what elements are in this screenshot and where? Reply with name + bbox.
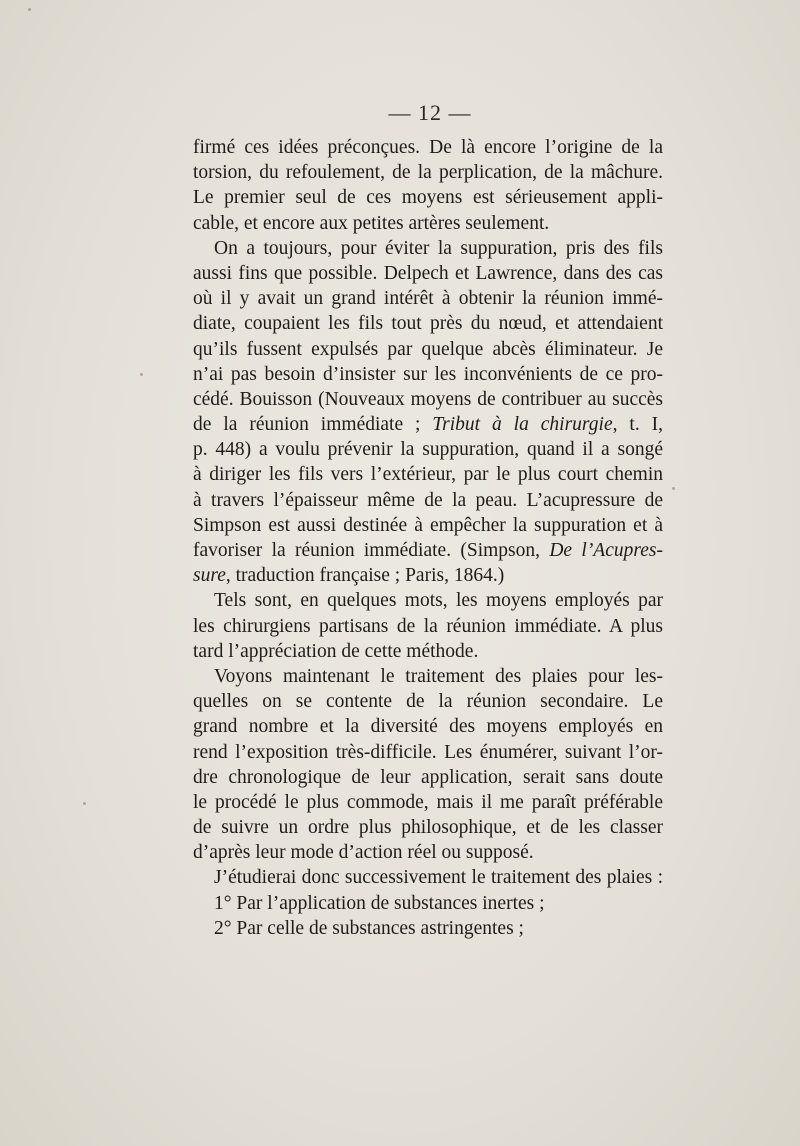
text-line: p. 448) a voulu prévenir la suppuration, quand il a songé	[193, 439, 663, 461]
text-line: n’ai pas besoin d’insister sur les inconvénients de ce pro-	[193, 363, 663, 385]
text-line: dre chronologique de leur application, serait sans doute	[193, 766, 663, 788]
text-line: firmé ces idées préconçues. De là encore l’origine de la	[193, 137, 663, 158]
text-line: tard l’appréciation de cette méthode.	[193, 640, 479, 662]
text-line: 2° Par celle de substances astringentes ;	[214, 917, 524, 939]
text-line: grand nombre et la diversité des moyens employés en	[193, 716, 663, 738]
paper-speck	[140, 373, 143, 376]
text-line: d’après leur mode d’action réel ou supposé.	[193, 842, 534, 864]
paper-speck	[83, 802, 86, 805]
paper-speck	[672, 487, 675, 490]
paper-speck	[28, 8, 31, 11]
text-line: où il y avait un grand intérêt à obtenir la réunion immé-	[193, 288, 663, 310]
text-line: les chirurgiens partisans de la réunion immédiate. A plus	[193, 615, 663, 637]
text-line: 1° Par l’application de substances inertes ;	[214, 892, 545, 914]
text-line: de suivre un ordre plus philosophique, et de les classer	[193, 817, 663, 839]
text-line: à diriger les fils vers l’extérieur, par le plus court chemin	[193, 464, 663, 486]
text-line: aussi fins que possible. Delpech et Lawrence, dans des cas	[193, 262, 663, 284]
text-line: J’étudierai donc successivement le traitement des plaies :	[214, 867, 663, 889]
text-line: favoriser la réunion immédiate. (Simpson, De l’Acupres-	[193, 540, 663, 561]
text-line: Voyons maintenant le traitement des plaies pour les-	[214, 665, 663, 687]
text-line: sure, traduction française ; Paris, 1864.)	[193, 565, 505, 587]
text-line: cédé. Bouisson (Nouveaux moyens de contribuer au succès	[193, 388, 663, 410]
page-number: — 12 —	[388, 100, 472, 125]
text-line: à travers l’épaisseur même de la peau. L’acupressure de	[193, 489, 663, 511]
text-line: qu’ils fussent expulsés par quelque abcès éliminateur. Je	[193, 338, 663, 360]
text-line: torsion, du refoulement, de la perplication, de la mâchure.	[193, 162, 663, 184]
text-line: rend l’exposition très-difficile. Les énumérer, suivant l’or-	[193, 741, 663, 763]
body-text	[193, 135, 663, 941]
text-line: quelles on se contente de la réunion secondaire. Le	[193, 691, 663, 713]
text-line: diate, coupaient les fils tout près du nœud, et attendaient	[193, 313, 663, 335]
text-line: Le premier seul de ces moyens est sérieusement appli-	[193, 187, 663, 209]
text-line: Simpson est aussi destinée à empêcher la suppuration et à	[193, 514, 663, 536]
text-line: cable, et encore aux petites artères seulement.	[193, 212, 550, 234]
text-line: Tels sont, en quelques mots, les moyens employés par	[214, 590, 663, 612]
text-line: de la réunion immédiate ; Tribut à la chirurgie, t. I,	[193, 414, 663, 436]
text-line: On a toujours, pour éviter la suppuration, pris des fils	[214, 237, 663, 259]
text-line: le procédé le plus commode, mais il me paraît préférable	[193, 791, 663, 813]
